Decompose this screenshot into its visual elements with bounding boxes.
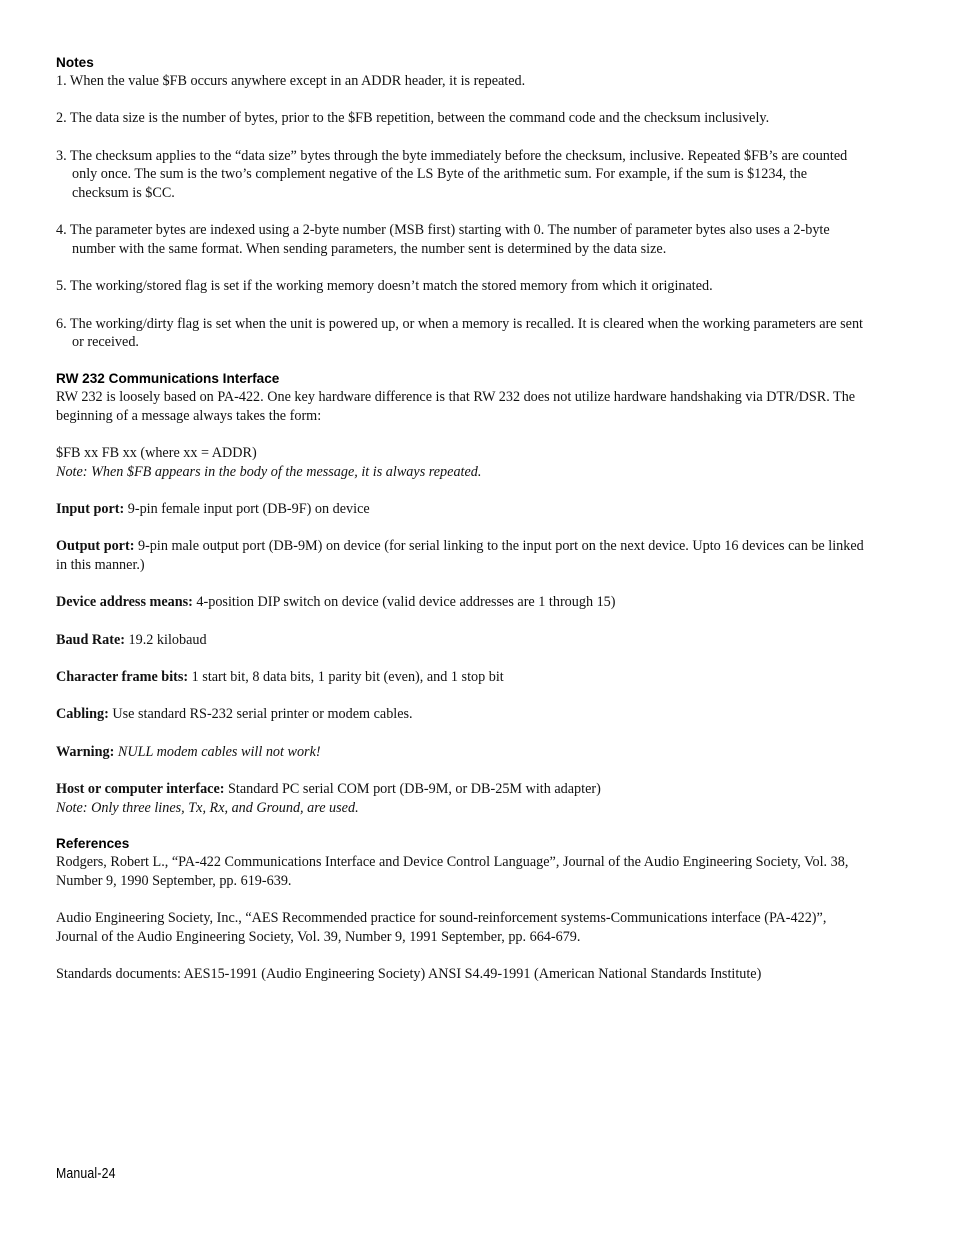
- host-interface-label: Host or computer interface:: [56, 781, 225, 798]
- note-item-3: 3. The checksum applies to the “data size” bytes through the byte immediately before the checksum, inclusive. Repeated $FB’s are counted only once. The sum is the two’s complement negative of the LS Byte of the arithmetic sum. For example, if the sum is $1234, the checksum is $CC.: [56, 147, 848, 201]
- char-frame-text: 1 start bit, 8 data bits, 1 parity bit (even), and 1 stop bit: [188, 669, 504, 686]
- output-port-text: 9-pin male output port (DB-9M) on device (for serial linking to the input port on the next device. Upto 16 devices can be linked in this manner.): [56, 538, 864, 573]
- note-item-4: 4. The parameter bytes are indexed using a 2-byte number (MSB first) starting with 0. The number of parameter bytes also uses a 2-byte number with the same format. When sending parameters, the number sent is determined by the data size.: [56, 222, 830, 257]
- device-address-text: 4-position DIP switch on device (valid device addresses are 1 through 15): [192, 594, 616, 611]
- device-address-spec: [56, 593, 864, 612]
- warning-label: Warning:: [56, 743, 115, 760]
- warning-spec: [56, 743, 864, 762]
- reference-item-1: Rodgers, Robert L., “PA-422 Communications Interface and Device Control Language”, Journal of the Audio Engineering Society, Vol. 38, Number 9, 1990 September, pp. 619-639.: [56, 854, 849, 889]
- rw232-heading: RW 232 Communications Interface: [56, 370, 280, 386]
- baud-rate-label: Baud Rate:: [56, 631, 125, 648]
- cabling-spec: [56, 705, 864, 724]
- page-number: Manual-24: [56, 1165, 116, 1182]
- message-format-note: Note: When $FB appears in the body of the message, it is always repeated.: [56, 463, 482, 480]
- char-frame-spec: [56, 668, 864, 687]
- output-port-label: Output port:: [56, 538, 135, 555]
- output-port-spec: [56, 537, 864, 574]
- note-item-6: 6. The working/dirty flag is set when the unit is powered up, or when a memory is recalled. It is cleared when the working parameters are sent or received.: [56, 315, 863, 351]
- cabling-label: Cabling:: [56, 706, 109, 723]
- references-heading: References: [56, 836, 130, 852]
- host-interface-line: [56, 780, 864, 799]
- note-item-1: 1. When the value $FB occurs anywhere except in an ADDR header, it is repeated.: [56, 73, 526, 89]
- baud-rate-spec: [56, 631, 864, 650]
- baud-rate-text: 19.2 kilobaud: [124, 631, 207, 648]
- host-interface-spec: [56, 780, 864, 817]
- message-format-block: [56, 444, 864, 481]
- message-format: $FB xx FB xx (where xx = ADDR): [56, 444, 257, 461]
- input-port-spec: [56, 500, 864, 519]
- cabling-text: Use standard RS-232 serial printer or modem cables.: [108, 706, 413, 723]
- notes-heading: Notes: [56, 55, 94, 70]
- reference-item-2: Audio Engineering Society, Inc., “AES Recommended practice for sound-reinforcement systems-Communications interface (PA-422)”, Journal of the Audio Engineering Society, Vol. 39, Number 9, 1991 September, pp. 664-679.: [56, 910, 827, 945]
- rw232-intro: RW 232 is loosely based on PA-422. One key hardware difference is that RW 232 does not utilize hardware handshaking via DTR/DSR. The beginning of a message always takes the form:: [56, 388, 856, 424]
- input-port-label: Input port:: [56, 500, 125, 517]
- device-address-label: Device address means:: [56, 594, 193, 611]
- note-item-2: 2. The data size is the number of bytes, prior to the $FB repetition, between the command code and the checksum inclusively.: [56, 110, 770, 127]
- host-interface-text: Standard PC serial COM port (DB-9M, or DB-25M with adapter): [224, 781, 601, 798]
- note-item-5: 5. The working/stored flag is set if the working memory doesn’t match the stored memory from which it originated.: [56, 278, 713, 295]
- document-page: [56, 54, 864, 1003]
- warning-text: NULL modem cables will not work!: [114, 743, 321, 760]
- input-port-text: 9-pin female input port (DB-9F) on device: [124, 500, 370, 517]
- host-interface-note: Note: Only three lines, Tx, Rx, and Ground, are used.: [56, 799, 359, 816]
- reference-item-3: Standards documents: AES15-1991 (Audio Engineering Society) ANSI S4.49-1991 (American National Standards Institute): [56, 966, 762, 983]
- char-frame-label: Character frame bits:: [56, 669, 189, 686]
